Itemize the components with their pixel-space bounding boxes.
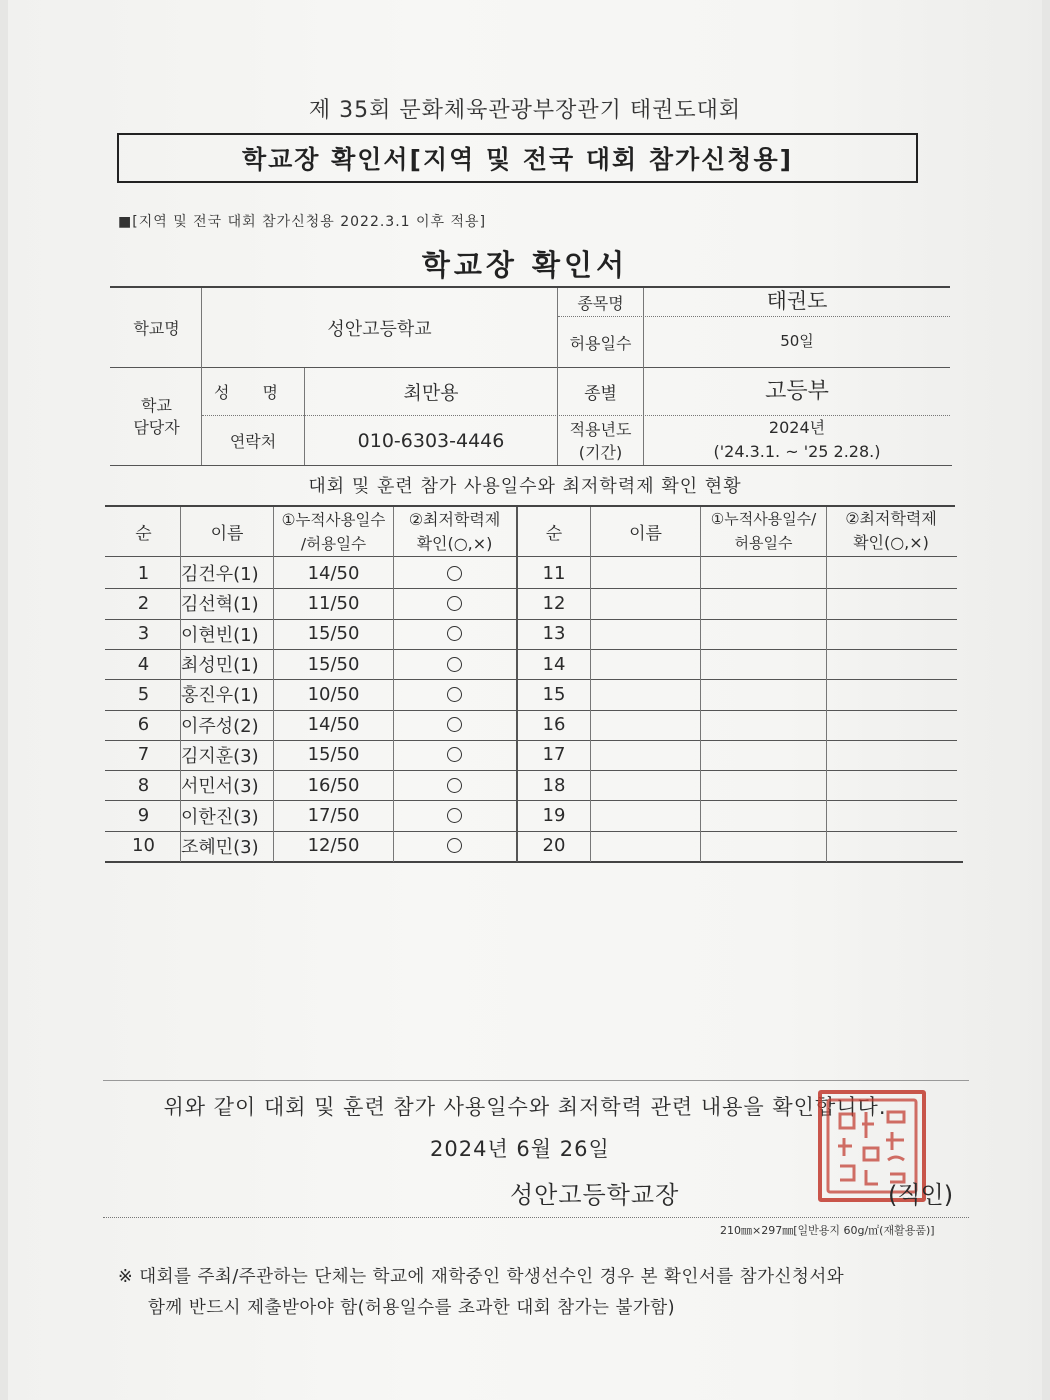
footnote-line-2: 함께 반드시 제출받아야 함(허용일수를 초과한 대회 참가는 불가함) xyxy=(148,1298,676,1318)
contact-person-label: 학교 담당자 xyxy=(133,395,180,437)
header-check-right: ②최저학력제 확인(○,×) xyxy=(845,508,937,552)
cell-no-right: 11 xyxy=(542,562,566,584)
check-mark-cell xyxy=(394,649,515,679)
circle-mark-icon xyxy=(447,838,462,853)
circle-mark-icon xyxy=(447,717,462,732)
cell-name: 김건우(1) xyxy=(181,564,259,586)
circle-mark-icon xyxy=(447,747,462,762)
cell-days: 14/50 xyxy=(307,562,360,584)
issue-date: 2024년 6월 26일 xyxy=(430,1137,610,1161)
cell-name: 김선혁(1) xyxy=(181,594,259,616)
cell-no-right: 14 xyxy=(542,653,566,675)
event-value: 태권도 xyxy=(766,289,828,313)
circle-mark-icon xyxy=(447,808,462,823)
circle-mark-icon xyxy=(447,626,462,641)
year-value: 2024년 xyxy=(768,417,826,437)
header-days-right: ①누적사용일수/ 허용일수 xyxy=(710,509,817,552)
school-name-value: 성안고등학교 xyxy=(327,318,432,340)
column-divider xyxy=(180,507,181,862)
circle-mark-icon xyxy=(447,687,462,702)
check-mark-cell xyxy=(394,740,515,770)
cell-days: 16/50 xyxy=(307,774,360,796)
usage-table-title: 대회 및 훈련 참가 사용일수와 최저학력제 확인 현황 xyxy=(308,476,742,497)
cell-no: 6 xyxy=(137,714,150,736)
cell-days: 15/50 xyxy=(307,744,360,766)
seal-label: (직인) xyxy=(888,1181,954,1209)
cell-no: 3 xyxy=(137,623,150,645)
header-name-right: 이름 xyxy=(629,524,662,544)
phone-label: 연락처 xyxy=(229,432,277,451)
cell-no-right: 20 xyxy=(542,835,566,857)
cell-days: 17/50 xyxy=(307,805,360,827)
cell-no: 8 xyxy=(137,774,150,796)
year-label-cell xyxy=(558,416,643,465)
boxed-title: 학교장 확인서[지역 및 전국 대회 참가신청용] xyxy=(117,133,918,183)
cell-name: 이현빈(1) xyxy=(181,624,259,646)
year-value-cell xyxy=(644,414,950,465)
cell-no: 9 xyxy=(137,805,150,827)
cell-no: 5 xyxy=(137,683,150,705)
row-divider xyxy=(105,861,963,863)
cell-name: 조혜민(3) xyxy=(181,836,259,858)
period-label: (기간) xyxy=(578,442,623,462)
check-mark-cell xyxy=(394,558,515,588)
allowed-days-value: 50일 xyxy=(780,332,814,350)
confirmation-statement: 위와 같이 대회 및 훈련 참가 사용일수와 최저학력 관련 내용을 확인합니다. xyxy=(163,1095,887,1119)
cell-no-right: 15 xyxy=(542,683,566,705)
event-title: 제 35회 문화체육관광부장관기 태권도대회 xyxy=(308,98,742,123)
header-no-left: 순 xyxy=(135,524,152,544)
cell-no: 2 xyxy=(137,592,150,614)
event-label: 종목명 xyxy=(577,293,624,313)
header-days-left: ①누적사용일수 /허용일수 xyxy=(281,510,386,553)
header-check-left: ②최저학력제 확인(○,×) xyxy=(408,509,501,553)
circle-mark-icon xyxy=(447,566,462,581)
cell-days: 15/50 xyxy=(307,653,360,675)
cell-days: 11/50 xyxy=(307,592,360,614)
cell-no: 4 xyxy=(137,653,150,675)
column-divider xyxy=(826,507,827,862)
year-label: 적용년도 xyxy=(569,419,632,439)
column-divider xyxy=(273,507,274,862)
cell-name: 이주성(2) xyxy=(181,715,259,737)
cell-no-right: 13 xyxy=(542,623,566,645)
check-mark-cell xyxy=(394,679,515,709)
cell-no-right: 17 xyxy=(542,744,566,766)
header-no-right: 순 xyxy=(545,524,563,544)
signer-name: 성안고등학교장 xyxy=(510,1181,680,1209)
check-mark-cell xyxy=(394,770,515,800)
division-label: 종별 xyxy=(584,384,617,404)
check-mark-cell xyxy=(394,710,515,740)
name-value: 최만용 xyxy=(403,382,459,404)
paper-spec: 210㎜×297㎜[일반용지 60g/㎡(재활용품)] xyxy=(720,1224,935,1237)
school-name-label: 학교명 xyxy=(133,319,180,338)
cell-days: 10/50 xyxy=(307,683,360,705)
cell-name: 홍진우(1) xyxy=(181,685,259,707)
cell-no: 10 xyxy=(132,835,155,857)
header-name-left: 이름 xyxy=(210,524,244,544)
cell-no: 7 xyxy=(137,744,150,766)
applicability-note: ■[지역 및 전국 대회 참가신청용 2022.3.1 이후 적용] xyxy=(118,214,487,230)
column-divider xyxy=(700,507,701,862)
period-value: ('24.3.1. ~ '25 2.28.) xyxy=(713,441,881,461)
circle-mark-icon xyxy=(447,596,462,611)
cell-no-right: 16 xyxy=(542,714,566,736)
name-label: 성 명 xyxy=(214,383,292,402)
cell-no: 1 xyxy=(137,562,150,584)
cell-name: 서민서(3) xyxy=(181,776,259,798)
cell-days: 14/50 xyxy=(307,714,360,736)
circle-mark-icon xyxy=(447,657,462,672)
column-divider xyxy=(590,507,591,862)
cell-days: 12/50 xyxy=(307,835,360,857)
check-mark-cell xyxy=(394,831,515,861)
footnote-line-1: ※ 대회를 주최/주관하는 단체는 학교에 재학중인 학생선수인 경우 본 확인서를 참가신청서와 xyxy=(118,1267,845,1287)
cell-name: 최성민(1) xyxy=(181,655,259,677)
division-value: 고등부 xyxy=(765,379,829,404)
cell-no-right: 18 xyxy=(542,774,566,796)
check-mark-cell xyxy=(394,588,515,618)
check-mark-cell xyxy=(394,619,515,649)
cell-days: 15/50 xyxy=(307,623,360,645)
check-mark-cell xyxy=(394,800,515,830)
circle-mark-icon xyxy=(447,778,462,793)
cell-no-right: 19 xyxy=(542,805,566,827)
column-divider xyxy=(393,507,394,862)
cell-name: 이한진(3) xyxy=(181,806,259,828)
phone-value: 010-6303-4446 xyxy=(357,429,505,452)
column-divider xyxy=(516,507,518,862)
cell-name: 김지훈(3) xyxy=(181,745,259,767)
document-title: 학교장 확인서 xyxy=(421,248,629,282)
footnote xyxy=(118,1262,844,1324)
allowed-days-label: 허용일수 xyxy=(569,334,632,353)
cell-no-right: 12 xyxy=(542,592,566,614)
